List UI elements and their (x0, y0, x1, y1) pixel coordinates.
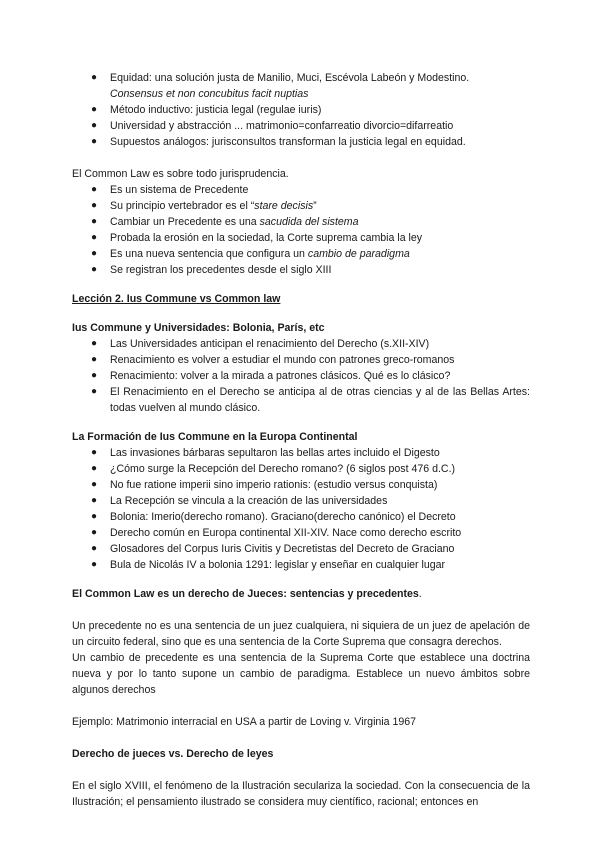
list-item (72, 198, 530, 214)
bullet-icon: ● (91, 527, 98, 538)
bullet-icon: ● (91, 264, 98, 275)
bullet-icon: ● (91, 120, 98, 131)
bullet-icon: ● (91, 72, 98, 83)
paragraph-ilustracion: En el siglo XVIII, el fenómeno de la Ilustración seculariza la sociedad. Con la consecuencia de la Ilustración; el pensamiento ilustrado se considera muy científico, racional; entonces en (72, 780, 530, 808)
list-item-text: Bolonia: Imerio(derecho romano). Graciano(derecho canónico) el Decreto (110, 511, 456, 523)
list-item-text: Glosadores del Corpus Iuris Civitis y Decretistas del Decreto de Graciano (110, 543, 455, 555)
common-law-intro: El Common Law es sobre todo jurisprudencia. (72, 168, 289, 180)
list-item-text-tail: ” (313, 200, 317, 212)
bullet-icon: ● (91, 338, 98, 349)
bullet-icon: ● (91, 104, 98, 115)
bullet-icon: ● (91, 216, 98, 227)
list-item-text: Renacimiento: volver a la mirada a patrones clásicos. Qué es lo clásico? (110, 370, 451, 382)
list-item-text: Supuestos análogos: jurisconsultos transforman la justicia legal en equidad. (110, 136, 466, 148)
list-item (72, 557, 530, 573)
list-item-emphasis: sacudida del sistema (259, 216, 359, 228)
section-title-jueces-line (72, 586, 530, 602)
list-item-text: Cambiar un Precedente es una (110, 216, 260, 228)
bullet-icon: ● (91, 354, 98, 365)
list-item-text: Probada la erosión en la sociedad, la Corte suprema cambia la ley (110, 232, 423, 244)
bullet-icon: ● (91, 559, 98, 570)
list-item-text: Es una nueva sentencia que configura un (110, 248, 308, 260)
list-item (72, 384, 530, 416)
bullet-icon: ● (91, 495, 98, 506)
list-item (72, 541, 530, 557)
list-item-text: Es un sistema de Precedente (110, 184, 249, 196)
list-item (72, 246, 530, 262)
bullet-icon: ● (91, 232, 98, 243)
lesson-title: Lección 2. Ius Commune vs Common law (72, 293, 281, 305)
list-item (72, 214, 530, 230)
list-item (72, 493, 530, 509)
document-page (72, 70, 530, 810)
bullet-icon: ● (91, 370, 98, 381)
section-title-ius-commune: Ius Commune y Universidades: Bolonia, París, etc (72, 322, 325, 334)
list-item-text: Método inductivo: justicia legal (regulae iuris) (110, 104, 322, 116)
list-item-text: Universidad y abstracción ... matrimonio=confarreatio divorcio=difarreatio (110, 120, 454, 132)
paragraph-cambio-precedente: Un cambio de precedente es una sentencia de la Suprema Corte que establece una doctrina nueva y por lo tanto supone un cambio de paradigma. Establece un nuevo ámbitos sobre algunos derechos (72, 652, 530, 696)
list-item-subtext: Consensus et non concubitus facit nuptias (110, 88, 309, 100)
list-item-text: Se registran los precedentes desde el siglo XIII (110, 264, 332, 276)
example-line: Ejemplo: Matrimonio interracial en USA a partir de Loving v. Virginia 1967 (72, 716, 417, 728)
section-title-formacion: La Formación de Ius Commune en la Europa Continental (72, 431, 358, 443)
list-item (72, 525, 530, 541)
bullet-icon: ● (91, 447, 98, 458)
common-law-list (72, 182, 530, 278)
list-item (72, 182, 530, 198)
bullet-icon: ● (91, 479, 98, 490)
section-title-derecho-jueces-leyes: Derecho de jueces vs. Derecho de leyes (72, 748, 274, 760)
section-title-jueces: El Common Law es un derecho de Jueces: sentencias y precedentes (72, 588, 419, 600)
ius-commune-list (72, 336, 530, 416)
list-item (72, 118, 530, 134)
bullet-icon: ● (91, 463, 98, 474)
list-item-emphasis: cambio de paradigma (307, 248, 410, 260)
list-item-text: El Renacimiento en el Derecho se anticipa al de otras ciencias y al de las Bellas Artes: todas vuelven al mundo clásico. (110, 386, 530, 414)
list-item (72, 477, 530, 493)
list-item (72, 102, 530, 118)
list-item (72, 461, 530, 477)
bullet-icon: ● (91, 386, 98, 397)
section-title-jueces-tail: . (418, 588, 422, 600)
list-item (72, 230, 530, 246)
list-item-emphasis: stare decisis (254, 200, 314, 212)
list-item (72, 352, 530, 368)
list-item-text: Renacimiento es volver a estudiar el mundo con patrones greco-romanos (110, 354, 455, 366)
list-item-text: Derecho común en Europa continental XII-XIV. Nace como derecho escrito (110, 527, 462, 539)
list-item (72, 134, 530, 150)
list-item (72, 262, 530, 278)
bullet-icon: ● (91, 511, 98, 522)
bullet-icon: ● (91, 543, 98, 554)
list-item-text: Equidad: una solución justa de Manilio, Muci, Escévola Labeón y Modestino. (110, 72, 470, 84)
list-item-text: La Recepción se vincula a la creación de las universidades (110, 495, 388, 507)
bullet-icon: ● (91, 248, 98, 259)
bullet-icon: ● (91, 200, 98, 211)
top-bullet-list (72, 70, 530, 150)
formacion-list (72, 445, 530, 573)
list-item (72, 509, 530, 525)
list-item-text: Las Universidades anticipan el renacimiento del Derecho (s.XII-XIV) (110, 338, 430, 350)
paragraph-precedente: Un precedente no es una sentencia de un juez cualquiera, ni siquiera de un juez de apelación de un circuito federal, sino que es una sentencia de la Corte Suprema que consagra derechos. (72, 620, 530, 648)
list-item-text: Su principio vertebrador es el “ (110, 200, 255, 212)
list-item (72, 336, 530, 352)
bullet-icon: ● (91, 136, 98, 147)
list-item (72, 445, 530, 461)
list-item-text: Las invasiones bárbaras sepultaron las bellas artes incluido el Digesto (110, 447, 440, 459)
list-item-text: ¿Cómo surge la Recepción del Derecho romano? (6 siglos post 476 d.C.) (110, 463, 456, 475)
list-item-text: Bula de Nicolás IV a bolonia 1291: legislar y enseñar en cualquier lugar (110, 559, 446, 571)
list-item (72, 70, 530, 102)
bullet-icon: ● (91, 184, 98, 195)
list-item-text: No fue ratione imperii sino imperio rationis: (estudio versus conquista) (110, 479, 438, 491)
list-item (72, 368, 530, 384)
